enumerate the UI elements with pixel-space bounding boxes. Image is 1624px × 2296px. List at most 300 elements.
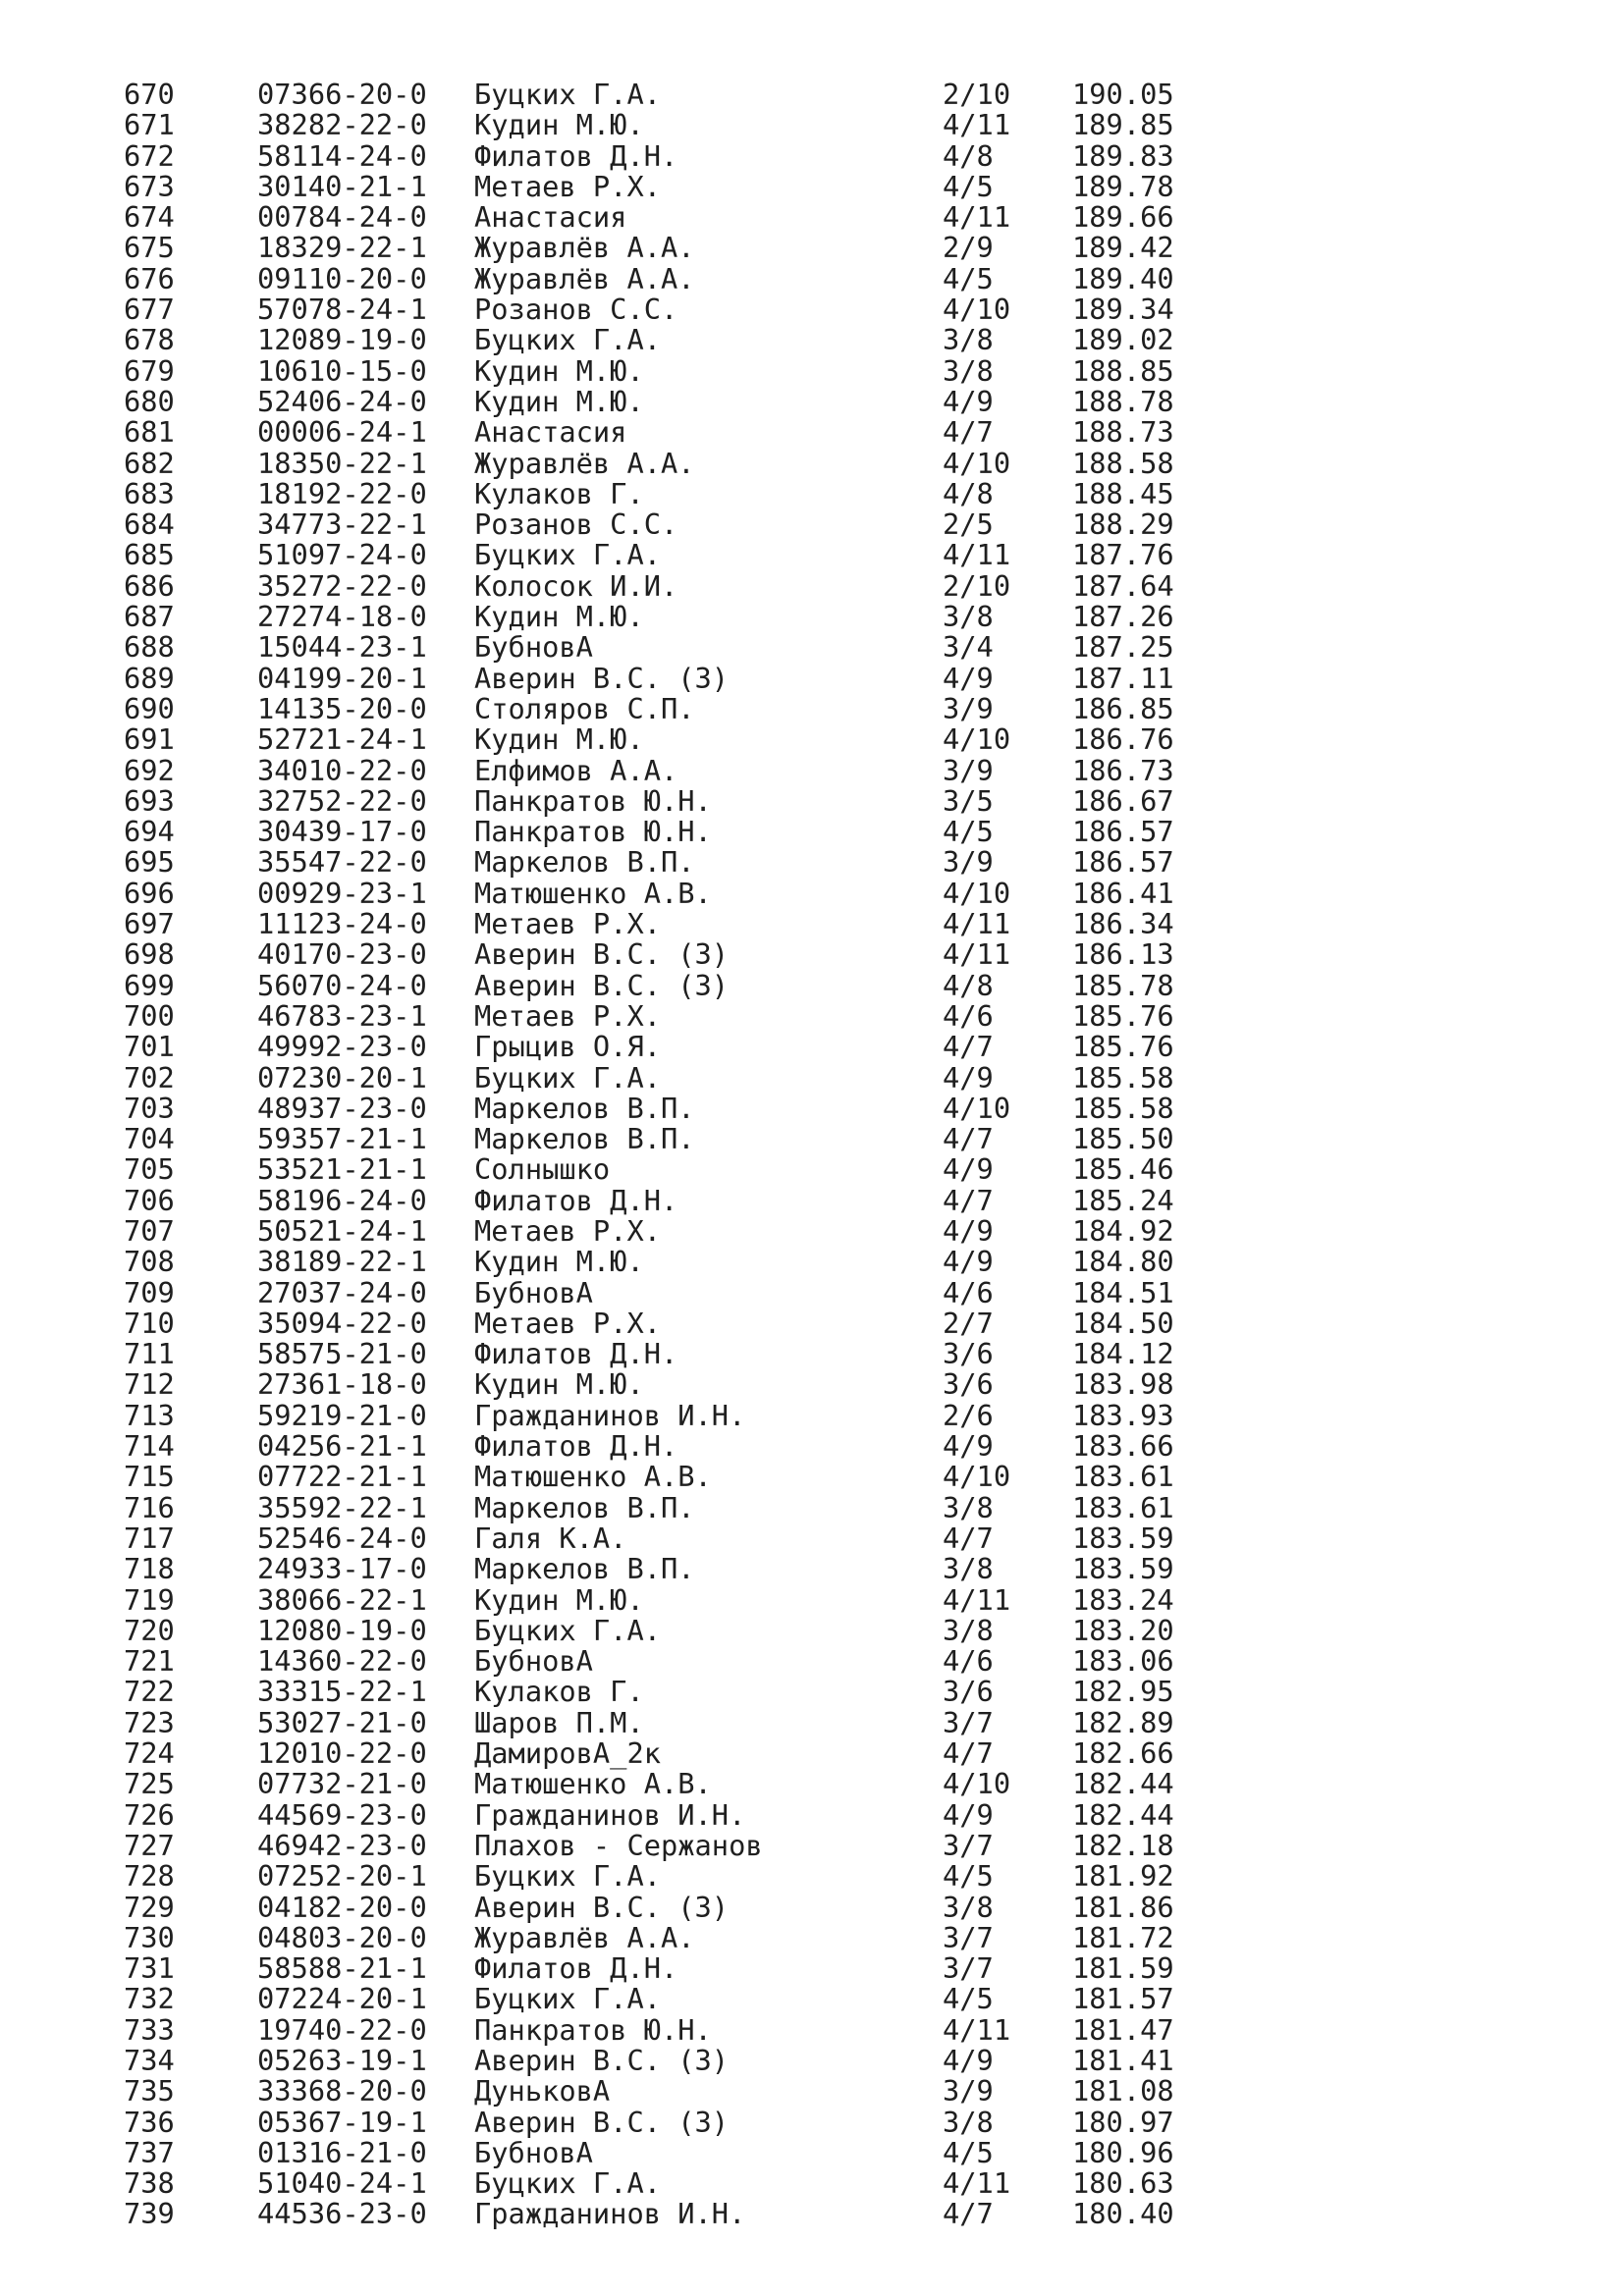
id-cell: 15044-23-1 [257, 630, 427, 665]
id-cell: 52546-24-0 [257, 1521, 427, 1555]
id-cell: 46942-23-0 [257, 1828, 427, 1862]
table-row [0, 1091, 1624, 1125]
heats-cell: 3/8 [943, 1613, 994, 1647]
id-cell: 59357-21-1 [257, 1122, 427, 1156]
table-row [0, 817, 1624, 847]
heats-cell: 4/11 [943, 2012, 1011, 2047]
id-cell: 38189-22-1 [257, 1245, 427, 1279]
id-cell: 18192-22-0 [257, 476, 427, 510]
score-cell: 184.50 [1072, 1306, 1174, 1340]
name-cell: Журавлёв А.А. [474, 231, 695, 265]
rank-cell: 685 [124, 538, 175, 572]
table-row [0, 1984, 1624, 2014]
heats-cell: 4/10 [943, 876, 1011, 910]
score-cell: 183.06 [1072, 1644, 1174, 1679]
id-cell: 58575-21-0 [257, 1337, 427, 1371]
rank-cell: 697 [124, 907, 175, 941]
score-cell: 186.57 [1072, 815, 1174, 849]
name-cell: Кудин М.Ю. [474, 1245, 644, 1279]
id-cell: 00929-23-1 [257, 876, 427, 910]
name-cell: Аверин В.С. (З) [474, 2105, 730, 2139]
score-cell: 184.51 [1072, 1275, 1174, 1309]
heats-cell: 4/10 [943, 722, 1011, 757]
rank-cell: 681 [124, 415, 175, 450]
table-row [0, 783, 1624, 818]
score-cell: 186.73 [1072, 753, 1174, 787]
heats-cell: 4/7 [943, 1122, 994, 1156]
score-cell: 180.63 [1072, 2166, 1174, 2201]
table-row [0, 632, 1624, 663]
heats-cell: 4/8 [943, 138, 994, 173]
rank-cell: 727 [124, 1828, 175, 1862]
rank-cell: 736 [124, 2105, 175, 2139]
score-cell: 188.73 [1072, 415, 1174, 450]
score-cell: 183.59 [1072, 1552, 1174, 1586]
table-row [0, 1828, 1624, 1862]
id-cell: 07366-20-0 [257, 78, 427, 111]
name-cell: Буцких Г.А. [474, 538, 661, 572]
table-row [0, 476, 1624, 510]
table-row [0, 968, 1624, 1002]
name-cell: Журавлёв А.А. [474, 1920, 695, 1954]
id-cell: 33315-22-1 [257, 1675, 427, 1709]
heats-cell: 3/6 [943, 1367, 994, 1402]
table-row [0, 202, 1624, 233]
id-cell: 00784-24-0 [257, 200, 427, 235]
rank-cell: 679 [124, 353, 175, 388]
name-cell: Маркелов В.П. [474, 1552, 695, 1586]
name-cell: Солнышко [474, 1152, 611, 1187]
rank-cell: 690 [124, 691, 175, 725]
heats-cell: 3/9 [943, 691, 994, 725]
score-cell: 181.41 [1072, 2044, 1174, 2077]
heats-cell: 4/10 [943, 293, 1011, 327]
name-cell: Буцких Г.А. [474, 2166, 661, 2201]
id-cell: 30140-21-1 [257, 169, 427, 203]
table-row [0, 1797, 1624, 1832]
rank-cell: 706 [124, 1183, 175, 1217]
score-cell: 184.92 [1072, 1213, 1174, 1248]
id-cell: 04803-20-0 [257, 1920, 427, 1954]
table-row [0, 446, 1624, 480]
table-row [0, 1154, 1624, 1185]
score-cell: 185.24 [1072, 1183, 1174, 1217]
heats-cell: 3/6 [943, 1337, 994, 1371]
name-cell: Кудин М.Ю. [474, 722, 644, 757]
name-cell: ДуньковА [474, 2074, 611, 2109]
id-cell: 00006-24-1 [257, 415, 427, 450]
rank-cell: 687 [124, 600, 175, 634]
name-cell: Грыцив О.Я. [474, 1030, 661, 1064]
name-cell: Панкратов Ю.Н. [474, 2012, 712, 2047]
score-cell: 183.24 [1072, 1582, 1174, 1617]
heats-cell: 4/9 [943, 661, 994, 695]
rank-cell: 713 [124, 1398, 175, 1432]
id-cell: 59219-21-0 [257, 1398, 427, 1432]
score-cell: 188.29 [1072, 507, 1174, 542]
name-cell: Маркелов В.П. [474, 845, 695, 880]
id-cell: 14135-20-0 [257, 691, 427, 725]
name-cell: Буцких Г.А. [474, 1859, 661, 1894]
score-cell: 185.50 [1072, 1122, 1174, 1156]
table-row [0, 540, 1624, 570]
table-row [0, 169, 1624, 203]
id-cell: 38066-22-1 [257, 1582, 427, 1617]
id-cell: 57078-24-1 [257, 293, 427, 327]
heats-cell: 4/11 [943, 200, 1011, 235]
heats-cell: 2/7 [943, 1306, 994, 1340]
heats-cell: 4/7 [943, 2197, 994, 2231]
rank-cell: 708 [124, 1245, 175, 1279]
id-cell: 46783-23-1 [257, 998, 427, 1033]
table-row [0, 1124, 1624, 1154]
id-cell: 11123-24-0 [257, 907, 427, 941]
score-cell: 187.64 [1072, 568, 1174, 603]
score-cell: 187.11 [1072, 661, 1174, 695]
id-cell: 48937-23-0 [257, 1091, 427, 1125]
id-cell: 44569-23-0 [257, 1797, 427, 1832]
name-cell: Кудин М.Ю. [474, 600, 644, 634]
rank-cell: 730 [124, 1920, 175, 1954]
heats-cell: 4/5 [943, 1982, 994, 2016]
table-row [0, 80, 1624, 110]
rank-cell: 719 [124, 1582, 175, 1617]
table-row [0, 1308, 1624, 1339]
rank-cell: 738 [124, 2166, 175, 2201]
table-row [0, 1953, 1624, 1984]
rank-cell: 695 [124, 845, 175, 880]
name-cell: Буцких Г.А. [474, 1613, 661, 1647]
score-cell: 186.13 [1072, 937, 1174, 972]
score-cell: 181.86 [1072, 1890, 1174, 1924]
heats-cell: 4/9 [943, 1245, 994, 1279]
score-cell: 180.96 [1072, 2135, 1174, 2169]
id-cell: 19740-22-0 [257, 2012, 427, 2047]
score-cell: 184.80 [1072, 1245, 1174, 1279]
id-cell: 56070-24-0 [257, 968, 427, 1002]
rank-cell: 734 [124, 2044, 175, 2077]
table-row [0, 233, 1624, 263]
rank-cell: 682 [124, 446, 175, 480]
id-cell: 32752-22-0 [257, 783, 427, 818]
heats-cell: 4/7 [943, 1183, 994, 1217]
rank-cell: 728 [124, 1859, 175, 1894]
score-cell: 183.61 [1072, 1460, 1174, 1494]
name-cell: Журавлёв А.А. [474, 261, 695, 295]
heats-cell: 4/10 [943, 1091, 1011, 1125]
table-row [0, 1920, 1624, 1954]
name-cell: Матюшенко А.В. [474, 1460, 712, 1494]
name-cell: Гражданинов И.Н. [474, 1398, 746, 1432]
name-cell: Буцких Г.А. [474, 323, 661, 357]
table-row [0, 2105, 1624, 2139]
table-row [0, 138, 1624, 173]
table-row [0, 724, 1624, 755]
heats-cell: 4/11 [943, 907, 1011, 941]
table-row [0, 1554, 1624, 1584]
heats-cell: 3/8 [943, 2105, 994, 2139]
name-cell: БубновА [474, 630, 593, 665]
table-row [0, 1861, 1624, 1892]
rank-cell: 673 [124, 169, 175, 203]
heats-cell: 4/11 [943, 1582, 1011, 1617]
score-cell: 181.92 [1072, 1859, 1174, 1894]
heats-cell: 4/10 [943, 1460, 1011, 1494]
score-cell: 183.61 [1072, 1490, 1174, 1524]
score-cell: 182.18 [1072, 1828, 1174, 1862]
heats-cell: 3/8 [943, 600, 994, 634]
heats-cell: 4/9 [943, 1152, 994, 1187]
score-cell: 180.40 [1072, 2197, 1174, 2231]
score-cell: 186.67 [1072, 783, 1174, 818]
name-cell: ДамировА_2к [474, 1736, 661, 1771]
score-cell: 180.97 [1072, 2105, 1174, 2139]
id-cell: 27361-18-0 [257, 1367, 427, 1402]
heats-cell: 4/7 [943, 1030, 994, 1064]
table-row [0, 384, 1624, 418]
rank-cell: 686 [124, 568, 175, 603]
table-row [0, 939, 1624, 970]
id-cell: 27037-24-0 [257, 1275, 427, 1309]
score-cell: 181.72 [1072, 1920, 1174, 1954]
id-cell: 40170-23-0 [257, 937, 427, 972]
rank-cell: 735 [124, 2074, 175, 2109]
heats-cell: 4/10 [943, 1767, 1011, 1801]
rank-cell: 714 [124, 1429, 175, 1464]
table-row [0, 1738, 1624, 1769]
id-cell: 05367-19-1 [257, 2105, 427, 2139]
rank-cell: 676 [124, 261, 175, 295]
heats-cell: 3/8 [943, 353, 994, 388]
table-row [0, 325, 1624, 355]
name-cell: Филатов Д.Н. [474, 1951, 678, 1986]
heats-cell: 3/7 [943, 1920, 994, 1954]
heats-cell: 3/6 [943, 1675, 994, 1709]
heats-cell: 3/9 [943, 2074, 994, 2109]
id-cell: 51040-24-1 [257, 2166, 427, 2201]
id-cell: 35094-22-0 [257, 1306, 427, 1340]
table-row [0, 1769, 1624, 1799]
id-cell: 34773-22-1 [257, 507, 427, 542]
id-cell: 18350-22-1 [257, 446, 427, 480]
table-row [0, 2046, 1624, 2076]
name-cell: Буцких Г.А. [474, 1060, 661, 1095]
table-row [0, 1369, 1624, 1400]
table-row [0, 691, 1624, 725]
score-cell: 189.85 [1072, 108, 1174, 142]
table-row [0, 568, 1624, 603]
score-cell: 189.40 [1072, 261, 1174, 295]
name-cell: Шаров П.М. [474, 1705, 644, 1739]
heats-cell: 4/11 [943, 108, 1011, 142]
id-cell: 05263-19-1 [257, 2044, 427, 2077]
table-row [0, 909, 1624, 939]
id-cell: 07230-20-1 [257, 1060, 427, 1095]
name-cell: Кудин М.Ю. [474, 1367, 644, 1402]
table-row [0, 1339, 1624, 1369]
name-cell: Гражданинов И.Н. [474, 1797, 746, 1832]
name-cell: Маркелов В.П. [474, 1122, 695, 1156]
heats-cell: 4/8 [943, 968, 994, 1002]
table-row [0, 1890, 1624, 1924]
id-cell: 27274-18-0 [257, 600, 427, 634]
rank-cell: 689 [124, 661, 175, 695]
heats-cell: 4/5 [943, 2135, 994, 2169]
name-cell: БубновА [474, 1644, 593, 1679]
heats-cell: 4/9 [943, 1797, 994, 1832]
score-cell: 187.76 [1072, 538, 1174, 572]
table-row [0, 2199, 1624, 2229]
rank-cell: 670 [124, 78, 175, 111]
heats-cell: 3/9 [943, 845, 994, 880]
id-cell: 12010-22-0 [257, 1736, 427, 1771]
rank-cell: 675 [124, 231, 175, 265]
table-row [0, 261, 1624, 295]
id-cell: 12080-19-0 [257, 1613, 427, 1647]
score-cell: 189.34 [1072, 293, 1174, 327]
rank-cell: 731 [124, 1951, 175, 1986]
score-cell: 189.83 [1072, 138, 1174, 173]
table-row [0, 1705, 1624, 1739]
rank-cell: 737 [124, 2135, 175, 2169]
id-cell: 07252-20-1 [257, 1859, 427, 1894]
id-cell: 58114-24-0 [257, 138, 427, 173]
table-row [0, 1213, 1624, 1248]
table-row [0, 353, 1624, 388]
heats-cell: 4/6 [943, 1644, 994, 1679]
heats-cell: 4/5 [943, 261, 994, 295]
heats-cell: 2/9 [943, 231, 994, 265]
id-cell: 12089-19-0 [257, 323, 427, 357]
heats-cell: 4/11 [943, 538, 1011, 572]
score-cell: 182.44 [1072, 1767, 1174, 1801]
name-cell: Метаев Р.Х. [474, 1213, 661, 1248]
rank-cell: 710 [124, 1306, 175, 1340]
heats-cell: 2/6 [943, 1398, 994, 1432]
name-cell: Плахов - Сержанов [474, 1828, 763, 1862]
heats-cell: 3/7 [943, 1705, 994, 1739]
name-cell: Метаев Р.Х. [474, 998, 661, 1033]
id-cell: 53027-21-0 [257, 1705, 427, 1739]
rank-cell: 699 [124, 968, 175, 1002]
table-row [0, 2135, 1624, 2169]
heats-cell: 3/7 [943, 1951, 994, 1986]
table-row [0, 1275, 1624, 1309]
id-cell: 04199-20-1 [257, 661, 427, 695]
rank-cell: 698 [124, 937, 175, 972]
name-cell: Кудин М.Ю. [474, 108, 644, 142]
name-cell: Аверин В.С. (З) [474, 2044, 730, 2077]
heats-cell: 4/11 [943, 937, 1011, 972]
rank-cell: 688 [124, 630, 175, 665]
score-cell: 182.89 [1072, 1705, 1174, 1739]
table-row [0, 1646, 1624, 1677]
id-cell: 33368-20-0 [257, 2074, 427, 2109]
table-row [0, 1032, 1624, 1062]
heats-cell: 4/8 [943, 476, 994, 510]
table-row [0, 602, 1624, 632]
score-cell: 185.76 [1072, 1030, 1174, 1064]
score-cell: 188.58 [1072, 446, 1174, 480]
heats-cell: 4/6 [943, 1275, 994, 1309]
rank-cell: 718 [124, 1552, 175, 1586]
heats-cell: 3/7 [943, 1828, 994, 1862]
score-cell: 181.08 [1072, 2074, 1174, 2109]
score-cell: 186.76 [1072, 722, 1174, 757]
table-row [0, 1060, 1624, 1095]
heats-cell: 4/10 [943, 446, 1011, 480]
rank-cell: 703 [124, 1091, 175, 1125]
rank-cell: 696 [124, 876, 175, 910]
name-cell: Маркелов В.П. [474, 1490, 695, 1524]
heats-cell: 4/9 [943, 1429, 994, 1464]
id-cell: 49992-23-0 [257, 1030, 427, 1064]
table-row [0, 1677, 1624, 1707]
heats-cell: 4/9 [943, 1213, 994, 1248]
table-row [0, 1247, 1624, 1277]
id-cell: 30439-17-0 [257, 815, 427, 849]
rank-cell: 711 [124, 1337, 175, 1371]
score-cell: 183.66 [1072, 1429, 1174, 1464]
rank-cell: 671 [124, 108, 175, 142]
rank-cell: 692 [124, 753, 175, 787]
score-cell: 188.78 [1072, 384, 1174, 418]
id-cell: 04256-21-1 [257, 1429, 427, 1464]
name-cell: Галя К.А. [474, 1521, 627, 1555]
name-cell: Аверин В.С. (З) [474, 1890, 730, 1924]
score-cell: 184.12 [1072, 1337, 1174, 1371]
name-cell: Метаев Р.Х. [474, 1306, 661, 1340]
rank-cell: 724 [124, 1736, 175, 1771]
table-row [0, 998, 1624, 1033]
heats-cell: 3/8 [943, 1490, 994, 1524]
heats-cell: 4/5 [943, 1859, 994, 1894]
score-cell: 187.26 [1072, 600, 1174, 634]
id-cell: 35592-22-1 [257, 1490, 427, 1524]
rank-cell: 672 [124, 138, 175, 173]
rank-cell: 716 [124, 1490, 175, 1524]
table-row [0, 1398, 1624, 1432]
score-cell: 188.85 [1072, 353, 1174, 388]
name-cell: Столяров С.П. [474, 691, 695, 725]
score-cell: 186.85 [1072, 691, 1174, 725]
score-cell: 189.02 [1072, 323, 1174, 357]
table-row [0, 1462, 1624, 1492]
heats-cell: 3/8 [943, 1890, 994, 1924]
name-cell: БубновА [474, 2135, 593, 2169]
rank-cell: 674 [124, 200, 175, 235]
heats-cell: 4/9 [943, 1060, 994, 1095]
name-cell: Кулаков Г. [474, 476, 644, 510]
heats-cell: 4/9 [943, 2044, 994, 2077]
name-cell: Буцких Г.А. [474, 78, 661, 111]
name-cell: Кудин М.Ю. [474, 353, 644, 388]
name-cell: Матюшенко А.В. [474, 876, 712, 910]
table-row [0, 1183, 1624, 1217]
id-cell: 34010-22-0 [257, 753, 427, 787]
score-cell: 190.05 [1072, 78, 1174, 111]
id-cell: 52406-24-0 [257, 384, 427, 418]
name-cell: Метаев Р.Х. [474, 169, 661, 203]
rank-cell: 700 [124, 998, 175, 1033]
rank-cell: 704 [124, 1122, 175, 1156]
rank-cell: 707 [124, 1213, 175, 1248]
name-cell: Розанов С.С. [474, 293, 678, 327]
heats-cell: 3/8 [943, 1552, 994, 1586]
rank-cell: 683 [124, 476, 175, 510]
name-cell: Кулаков Г. [474, 1675, 644, 1709]
id-cell: 18329-22-1 [257, 231, 427, 265]
